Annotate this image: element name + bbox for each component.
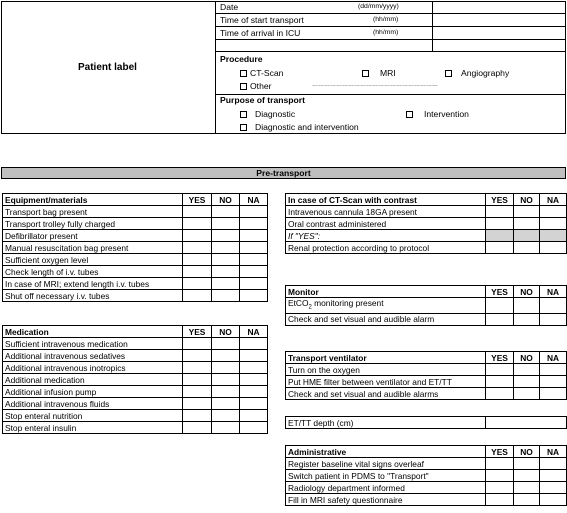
na-cell[interactable] (240, 386, 268, 398)
no-cell[interactable] (212, 422, 240, 434)
no-cell[interactable] (514, 313, 540, 325)
table-row (3, 410, 268, 422)
no-cell[interactable] (212, 278, 240, 290)
arrival-icu-label: Time of arrival in ICU (220, 28, 301, 38)
other-checkbox[interactable] (240, 83, 247, 90)
yes-cell[interactable] (486, 470, 514, 482)
equipment-title: Equipment/materials (3, 194, 183, 206)
yes-cell[interactable] (486, 242, 514, 254)
equipment-header (3, 194, 268, 206)
table-row (3, 278, 268, 290)
ett-depth-value[interactable] (486, 417, 567, 429)
na-cell[interactable] (240, 242, 268, 254)
yes-cell[interactable] (486, 376, 514, 388)
na-header: NA (540, 352, 567, 364)
angio-label: Angiography (461, 68, 510, 78)
no-cell[interactable] (212, 338, 240, 350)
table-row (286, 376, 567, 388)
item-label: Sufficient oxygen level (3, 254, 183, 266)
no-header: NO (212, 194, 240, 206)
table-row (3, 374, 268, 386)
purpose-intervention[interactable] (406, 109, 469, 119)
na-cell[interactable] (540, 494, 567, 506)
na-header: NA (240, 326, 268, 338)
table-row (3, 422, 268, 434)
item-label: Register baseline vital signs overleaf (286, 458, 486, 470)
no-cell[interactable] (212, 374, 240, 386)
no-cell[interactable] (212, 230, 240, 242)
ventilator-title: Transport ventilator (286, 352, 486, 364)
no-cell[interactable] (514, 470, 540, 482)
na-cell[interactable] (240, 362, 268, 374)
table-row (286, 313, 567, 325)
ett-depth-table (285, 416, 567, 429)
table-row (3, 350, 268, 362)
equipment-table (2, 193, 268, 302)
no-cell[interactable] (212, 362, 240, 374)
na-cell[interactable] (240, 266, 268, 278)
administrative-header (286, 446, 567, 458)
na-header: NA (540, 286, 567, 298)
table-row (3, 206, 268, 218)
na-cell[interactable] (240, 422, 268, 434)
item-label: Additional intravenous fluids (3, 398, 183, 410)
na-cell[interactable] (240, 290, 268, 302)
no-cell[interactable] (212, 206, 240, 218)
yes-cell[interactable] (183, 290, 212, 302)
start-transport-label: Time of start transport (220, 15, 304, 25)
table-row (3, 266, 268, 278)
procedure-ct[interactable] (240, 68, 283, 78)
yes-cell[interactable] (486, 458, 514, 470)
item-label: EtCO$_2$ monitoring present (286, 298, 486, 314)
yes-header: YES (183, 326, 212, 338)
yes-header: YES (486, 352, 514, 364)
no-cell[interactable] (514, 298, 540, 314)
ventilator-header (286, 352, 567, 364)
intervention-label: Intervention (424, 109, 469, 119)
item-label: Check length of i.v. tubes (3, 266, 183, 278)
yes-cell[interactable] (183, 386, 212, 398)
shaded-cell (540, 230, 567, 242)
table-row (286, 298, 567, 314)
purpose-both[interactable] (240, 122, 359, 132)
yes-cell[interactable] (183, 398, 212, 410)
date-label: Date (220, 2, 239, 12)
monitor-header (286, 286, 567, 298)
item-label: Fill in MRI safety questionnaire (286, 494, 486, 506)
yes-cell[interactable] (183, 410, 212, 422)
na-cell[interactable] (240, 206, 268, 218)
table-row (3, 242, 268, 254)
na-cell[interactable] (540, 482, 567, 494)
patient-label: Patient label (78, 62, 137, 73)
table-row (286, 482, 567, 494)
diagnostic-checkbox[interactable] (240, 111, 247, 118)
na-cell[interactable] (540, 458, 567, 470)
na-cell[interactable] (540, 313, 567, 325)
item-label: Switch patient in PDMS to "Transport" (286, 470, 486, 482)
other-label: Other (250, 81, 272, 91)
ct-title: In case of CT-Scan with contrast (286, 194, 486, 206)
no-cell[interactable] (514, 206, 540, 218)
no-cell[interactable] (514, 218, 540, 230)
procedure-mri[interactable] (362, 68, 396, 78)
no-header: NO (514, 446, 540, 458)
shaded-cell (514, 230, 540, 242)
yes-cell[interactable] (183, 266, 212, 278)
yes-cell[interactable] (183, 206, 212, 218)
yes-cell[interactable] (183, 230, 212, 242)
item-label: Oral contrast administered (286, 218, 486, 230)
yes-cell[interactable] (486, 364, 514, 376)
item-label: In case of MRI; extend length i.v. tubes (3, 278, 183, 290)
yes-cell[interactable] (183, 242, 212, 254)
item-label: Additional medication (3, 374, 183, 386)
na-cell[interactable] (240, 278, 268, 290)
no-cell[interactable] (212, 398, 240, 410)
no-cell[interactable] (514, 458, 540, 470)
item-label: Defibrillator present (3, 230, 183, 242)
no-cell[interactable] (212, 410, 240, 422)
ett-depth-label: ET/TT depth (cm) (286, 417, 486, 429)
na-cell[interactable] (540, 376, 567, 388)
table-row (3, 254, 268, 266)
mri-checkbox[interactable] (362, 70, 369, 77)
no-header: NO (514, 286, 540, 298)
item-label: Manual resuscitation bag present (3, 242, 183, 254)
item-label: Transport trolley fully charged (3, 218, 183, 230)
arrival-format: (hh/mm) (373, 29, 399, 36)
no-cell[interactable] (212, 242, 240, 254)
yes-cell[interactable] (486, 313, 514, 325)
no-header: NO (514, 352, 540, 364)
yes-header: YES (486, 286, 514, 298)
table-row (3, 398, 268, 410)
yes-cell[interactable] (183, 338, 212, 350)
na-cell[interactable] (240, 398, 268, 410)
item-label: Check and set visual and audible alarms (286, 388, 486, 400)
monitor-table (285, 285, 567, 326)
item-label: Transport bag present (3, 206, 183, 218)
ct-contrast-table (285, 193, 567, 254)
table-row (3, 386, 268, 398)
table-row (286, 230, 567, 242)
administrative-title: Administrative (286, 446, 486, 458)
na-cell[interactable] (540, 242, 567, 254)
na-header: NA (540, 194, 567, 206)
procedure-other[interactable] (240, 81, 272, 91)
na-cell[interactable] (240, 338, 268, 350)
no-header: NO (514, 194, 540, 206)
yes-cell[interactable] (486, 218, 514, 230)
row-divider (216, 40, 566, 52)
item-label: If "YES": (286, 230, 486, 242)
na-header: NA (240, 194, 268, 206)
start-format: (hh/mm) (373, 16, 399, 23)
angio-checkbox[interactable] (445, 70, 452, 77)
na-cell[interactable] (240, 410, 268, 422)
other-line[interactable]: ……………………………………………………… (312, 82, 438, 88)
no-cell[interactable] (514, 482, 540, 494)
monitor-title: Monitor (286, 286, 486, 298)
table-row (3, 362, 268, 374)
yes-cell[interactable] (486, 388, 514, 400)
yes-cell[interactable] (183, 254, 212, 266)
administrative-table (285, 445, 567, 506)
no-cell[interactable] (212, 350, 240, 362)
shaded-cell (486, 230, 514, 242)
both-label: Diagnostic and intervention (255, 122, 359, 132)
pre-transport-title: Pre-transport (256, 168, 311, 178)
medication-header (3, 326, 268, 338)
pre-transport-banner (1, 167, 566, 179)
ventilator-table (285, 351, 567, 400)
no-cell[interactable] (212, 386, 240, 398)
both-checkbox[interactable] (240, 124, 247, 131)
value-column-divider (432, 1, 433, 52)
table-row (286, 494, 567, 506)
item-label: Radiology department informed (286, 482, 486, 494)
table-row (286, 218, 567, 230)
na-cell[interactable] (240, 230, 268, 242)
mri-label: MRI (380, 68, 396, 78)
item-label: Additional infusion pump (3, 386, 183, 398)
table-row (286, 206, 567, 218)
no-cell[interactable] (514, 242, 540, 254)
na-cell[interactable] (540, 298, 567, 314)
table-row (3, 290, 268, 302)
na-cell[interactable] (240, 254, 268, 266)
table-row (286, 242, 567, 254)
no-cell[interactable] (212, 290, 240, 302)
item-label: Sufficient intravenous medication (3, 338, 183, 350)
item-label: Intravenous cannula 18GA present (286, 206, 486, 218)
yes-header: YES (486, 194, 514, 206)
yes-header: YES (183, 194, 212, 206)
item-label: Stop enteral insulin (3, 422, 183, 434)
item-label: Stop enteral nutrition (3, 410, 183, 422)
table-row (286, 458, 567, 470)
yes-cell[interactable] (183, 350, 212, 362)
item-label: Renal protection according to protocol (286, 242, 486, 254)
table-row (3, 230, 268, 242)
na-cell[interactable] (240, 374, 268, 386)
intervention-checkbox[interactable] (406, 111, 413, 118)
item-label: Shut off necessary i.v. tubes (3, 290, 183, 302)
na-header: NA (540, 446, 567, 458)
table-row (286, 470, 567, 482)
yes-header: YES (486, 446, 514, 458)
yes-cell[interactable] (486, 482, 514, 494)
no-header: NO (212, 326, 240, 338)
yes-cell[interactable] (183, 362, 212, 374)
no-cell[interactable] (514, 494, 540, 506)
yes-cell[interactable] (183, 218, 212, 230)
procedure-title: Procedure (220, 54, 263, 64)
item-label: Additional intravenous sedatives (3, 350, 183, 362)
no-cell[interactable] (212, 266, 240, 278)
na-cell[interactable] (540, 218, 567, 230)
date-format: (dd/mm/yyyy) (358, 3, 399, 10)
no-cell[interactable] (212, 254, 240, 266)
ct-label: CT-Scan (250, 68, 284, 78)
table-row (286, 364, 567, 376)
diagnostic-label: Diagnostic (255, 109, 296, 119)
purpose-diagnostic[interactable] (240, 109, 295, 119)
medication-table (2, 325, 268, 434)
table-row (286, 417, 567, 429)
ct-header (286, 194, 567, 206)
no-cell[interactable] (212, 218, 240, 230)
purpose-title: Purpose of transport (220, 95, 305, 105)
na-cell[interactable] (540, 388, 567, 400)
no-cell[interactable] (514, 376, 540, 388)
procedure-angio[interactable] (445, 68, 509, 78)
medication-title: Medication (3, 326, 183, 338)
table-row (286, 388, 567, 400)
na-cell[interactable] (540, 206, 567, 218)
na-cell[interactable] (540, 364, 567, 376)
yes-cell[interactable] (183, 278, 212, 290)
table-row (3, 218, 268, 230)
na-cell[interactable] (240, 218, 268, 230)
yes-cell[interactable] (486, 298, 514, 314)
no-cell[interactable] (514, 388, 540, 400)
na-cell[interactable] (540, 470, 567, 482)
na-cell[interactable] (240, 350, 268, 362)
yes-cell[interactable] (183, 422, 212, 434)
no-cell[interactable] (514, 364, 540, 376)
ct-checkbox[interactable] (240, 70, 247, 77)
yes-cell[interactable] (183, 374, 212, 386)
item-label: Check and set visual and audible alarm (286, 313, 486, 325)
yes-cell[interactable] (486, 206, 514, 218)
item-label: Put HME filter between ventilator and ET/TT (286, 376, 486, 388)
item-label: Turn on the oxygen (286, 364, 486, 376)
table-row (3, 338, 268, 350)
item-label: Additional intravenous inotropics (3, 362, 183, 374)
yes-cell[interactable] (486, 494, 514, 506)
